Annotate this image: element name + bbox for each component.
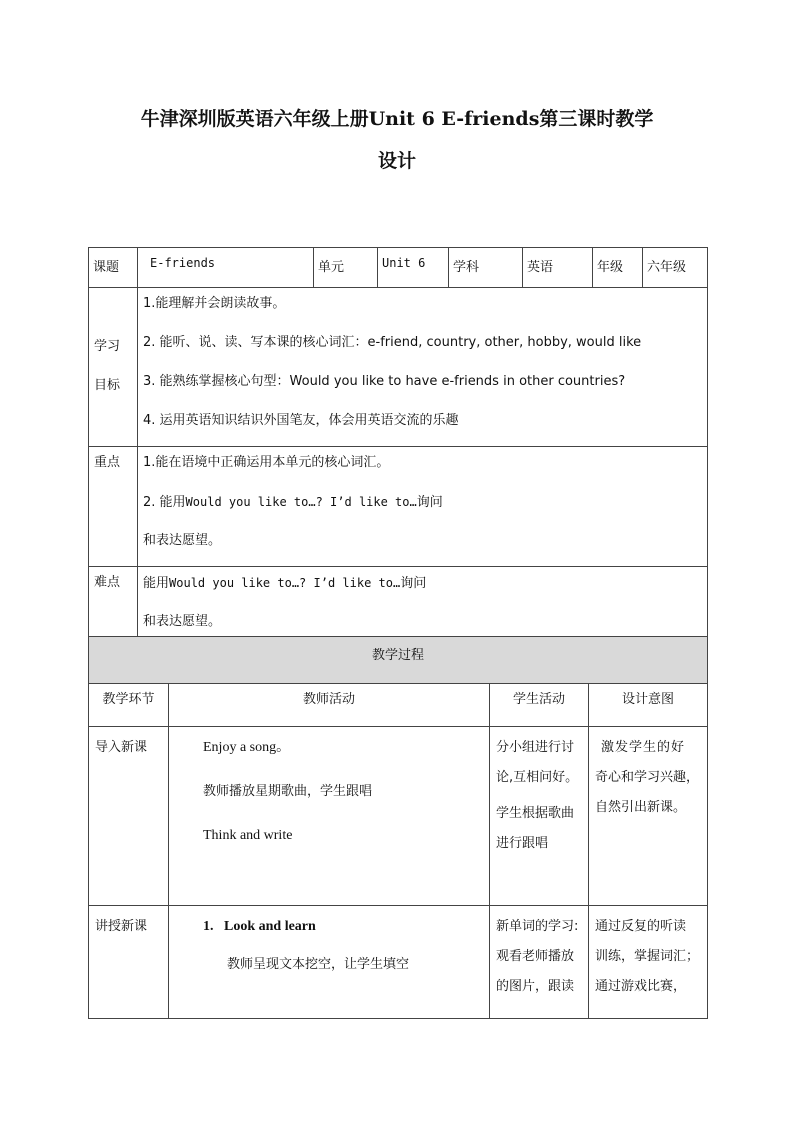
intent-intro-line1: 激发学生的好: [601, 740, 686, 755]
intent-new-lesson: [589, 906, 708, 1019]
teacher-new-lesson-heading: [203, 912, 489, 942]
objectives-label-line1: 学习: [94, 339, 121, 354]
key-point-line2: [138, 488, 707, 527]
key-point-line3: 和表达愿望。: [143, 533, 222, 548]
student-new-lesson-line3: 的图片，跟读: [496, 979, 575, 994]
difficulty-line1-english: Would you like to…? I’d like to…: [169, 576, 401, 590]
grade-value: 六年级: [643, 248, 708, 288]
difficulty-line1: [138, 569, 707, 608]
teacher-intro: [169, 727, 490, 906]
process-header-row: [89, 684, 708, 727]
stage-intro-text: 导入新课: [95, 740, 148, 755]
student-intro-line4: 进行跟唱: [496, 836, 549, 851]
objectives-content: [138, 288, 708, 447]
grade-label: 年级: [593, 248, 643, 288]
difficulties-label-text: 难点: [94, 575, 121, 590]
student-intro: [490, 727, 589, 906]
teacher-new-lesson: [169, 906, 490, 1019]
header-intent: 设计意图: [589, 684, 708, 727]
intent-new-lesson-line3: 通过游戏比赛，: [595, 979, 687, 994]
key-point-line2-english: Would you like to…? I’d like to…: [185, 495, 417, 509]
intent-intro-line3: 自然引出新课。: [595, 800, 687, 815]
teacher-new-lesson-title: Look and learn: [224, 919, 316, 934]
process-title-row: [89, 637, 708, 684]
process-title: 教学过程: [89, 637, 708, 684]
unit-label: 单元: [314, 248, 378, 288]
teacher-intro-line1: Enjoy a song。: [203, 740, 291, 755]
student-intro-line1: 分小组进行讨: [496, 740, 575, 755]
topic-value: E-friends: [138, 248, 314, 288]
header-student: 学生活动: [490, 684, 589, 727]
subject-label: 学科: [449, 248, 523, 288]
header-teacher: 教师活动: [169, 684, 490, 727]
student-new-lesson-line1: 新单词的学习:: [496, 919, 579, 934]
header-stage: 教学环节: [89, 684, 169, 727]
intent-new-lesson-line2: 训练，掌握词汇；: [595, 949, 700, 964]
student-intro-line2: 论,互相问好。: [496, 770, 579, 785]
lesson-info-table: [88, 247, 708, 648]
intent-intro: [589, 727, 708, 906]
process-row-intro: [89, 727, 708, 906]
teaching-process-table: [88, 636, 708, 1019]
objective-item-3: 3. 能熟练掌握核心句型：Would you like to have e-friends in other countries?: [143, 374, 626, 389]
teacher-new-lesson-line: 教师呈现文本挖空，让学生填空: [227, 957, 410, 972]
objectives-row: [89, 288, 708, 447]
teacher-new-lesson-number: 1.: [203, 919, 214, 934]
objective-item-2: 2. 能听、说、读、写本课的核心词汇：e-friend, country, other, hobby, would like: [143, 335, 642, 350]
teacher-intro-line2: 教师播放星期歌曲，学生跟唱: [203, 784, 373, 799]
topic-label: 课题: [89, 248, 138, 288]
key-points-label-text: 重点: [94, 455, 121, 470]
student-intro-line3: 学生根据歌曲: [496, 806, 575, 821]
process-row-new-lesson: [89, 906, 708, 1019]
student-new-lesson-line2: 观看老师播放: [496, 949, 575, 964]
intent-intro-line2: 奇心和学习兴趣，: [595, 770, 700, 785]
document-title-line2: 设计: [377, 150, 416, 172]
key-points-content: [138, 447, 708, 567]
student-new-lesson: [490, 906, 589, 1019]
stage-new-lesson: [89, 906, 169, 1019]
objectives-label-line2: 目标: [94, 378, 121, 393]
subject-value: 英语: [523, 248, 593, 288]
key-points-row: [89, 447, 708, 567]
difficulty-line1-suffix: 询问: [400, 576, 427, 591]
unit-value: Unit 6: [378, 248, 449, 288]
difficulty-line2: 和表达愿望。: [143, 614, 222, 629]
key-point-line2-suffix: 询问: [416, 495, 443, 510]
stage-new-lesson-text: 讲授新课: [95, 919, 148, 934]
document-title-line1: 牛津深圳版英语六年级上册Unit 6 E-friends第三课时教学: [140, 108, 654, 130]
key-points-label: [89, 447, 138, 567]
objective-item-1: 1.能理解并会朗读故事。: [143, 296, 286, 311]
objective-item-4: 4. 运用英语知识结识外国笔友，体会用英语交流的乐趣: [143, 413, 459, 428]
intent-new-lesson-line1: 通过反复的听读: [595, 919, 687, 934]
objectives-label: [89, 288, 138, 447]
key-point-line1: 1.能在语境中正确运用本单元的核心词汇。: [143, 455, 390, 470]
stage-intro: [89, 727, 169, 906]
key-point-line2-prefix: 2. 能用: [143, 495, 186, 510]
teacher-intro-line3: Think and write: [203, 828, 293, 843]
difficulty-line1-prefix: 能用: [143, 576, 170, 591]
info-row: [89, 248, 708, 288]
